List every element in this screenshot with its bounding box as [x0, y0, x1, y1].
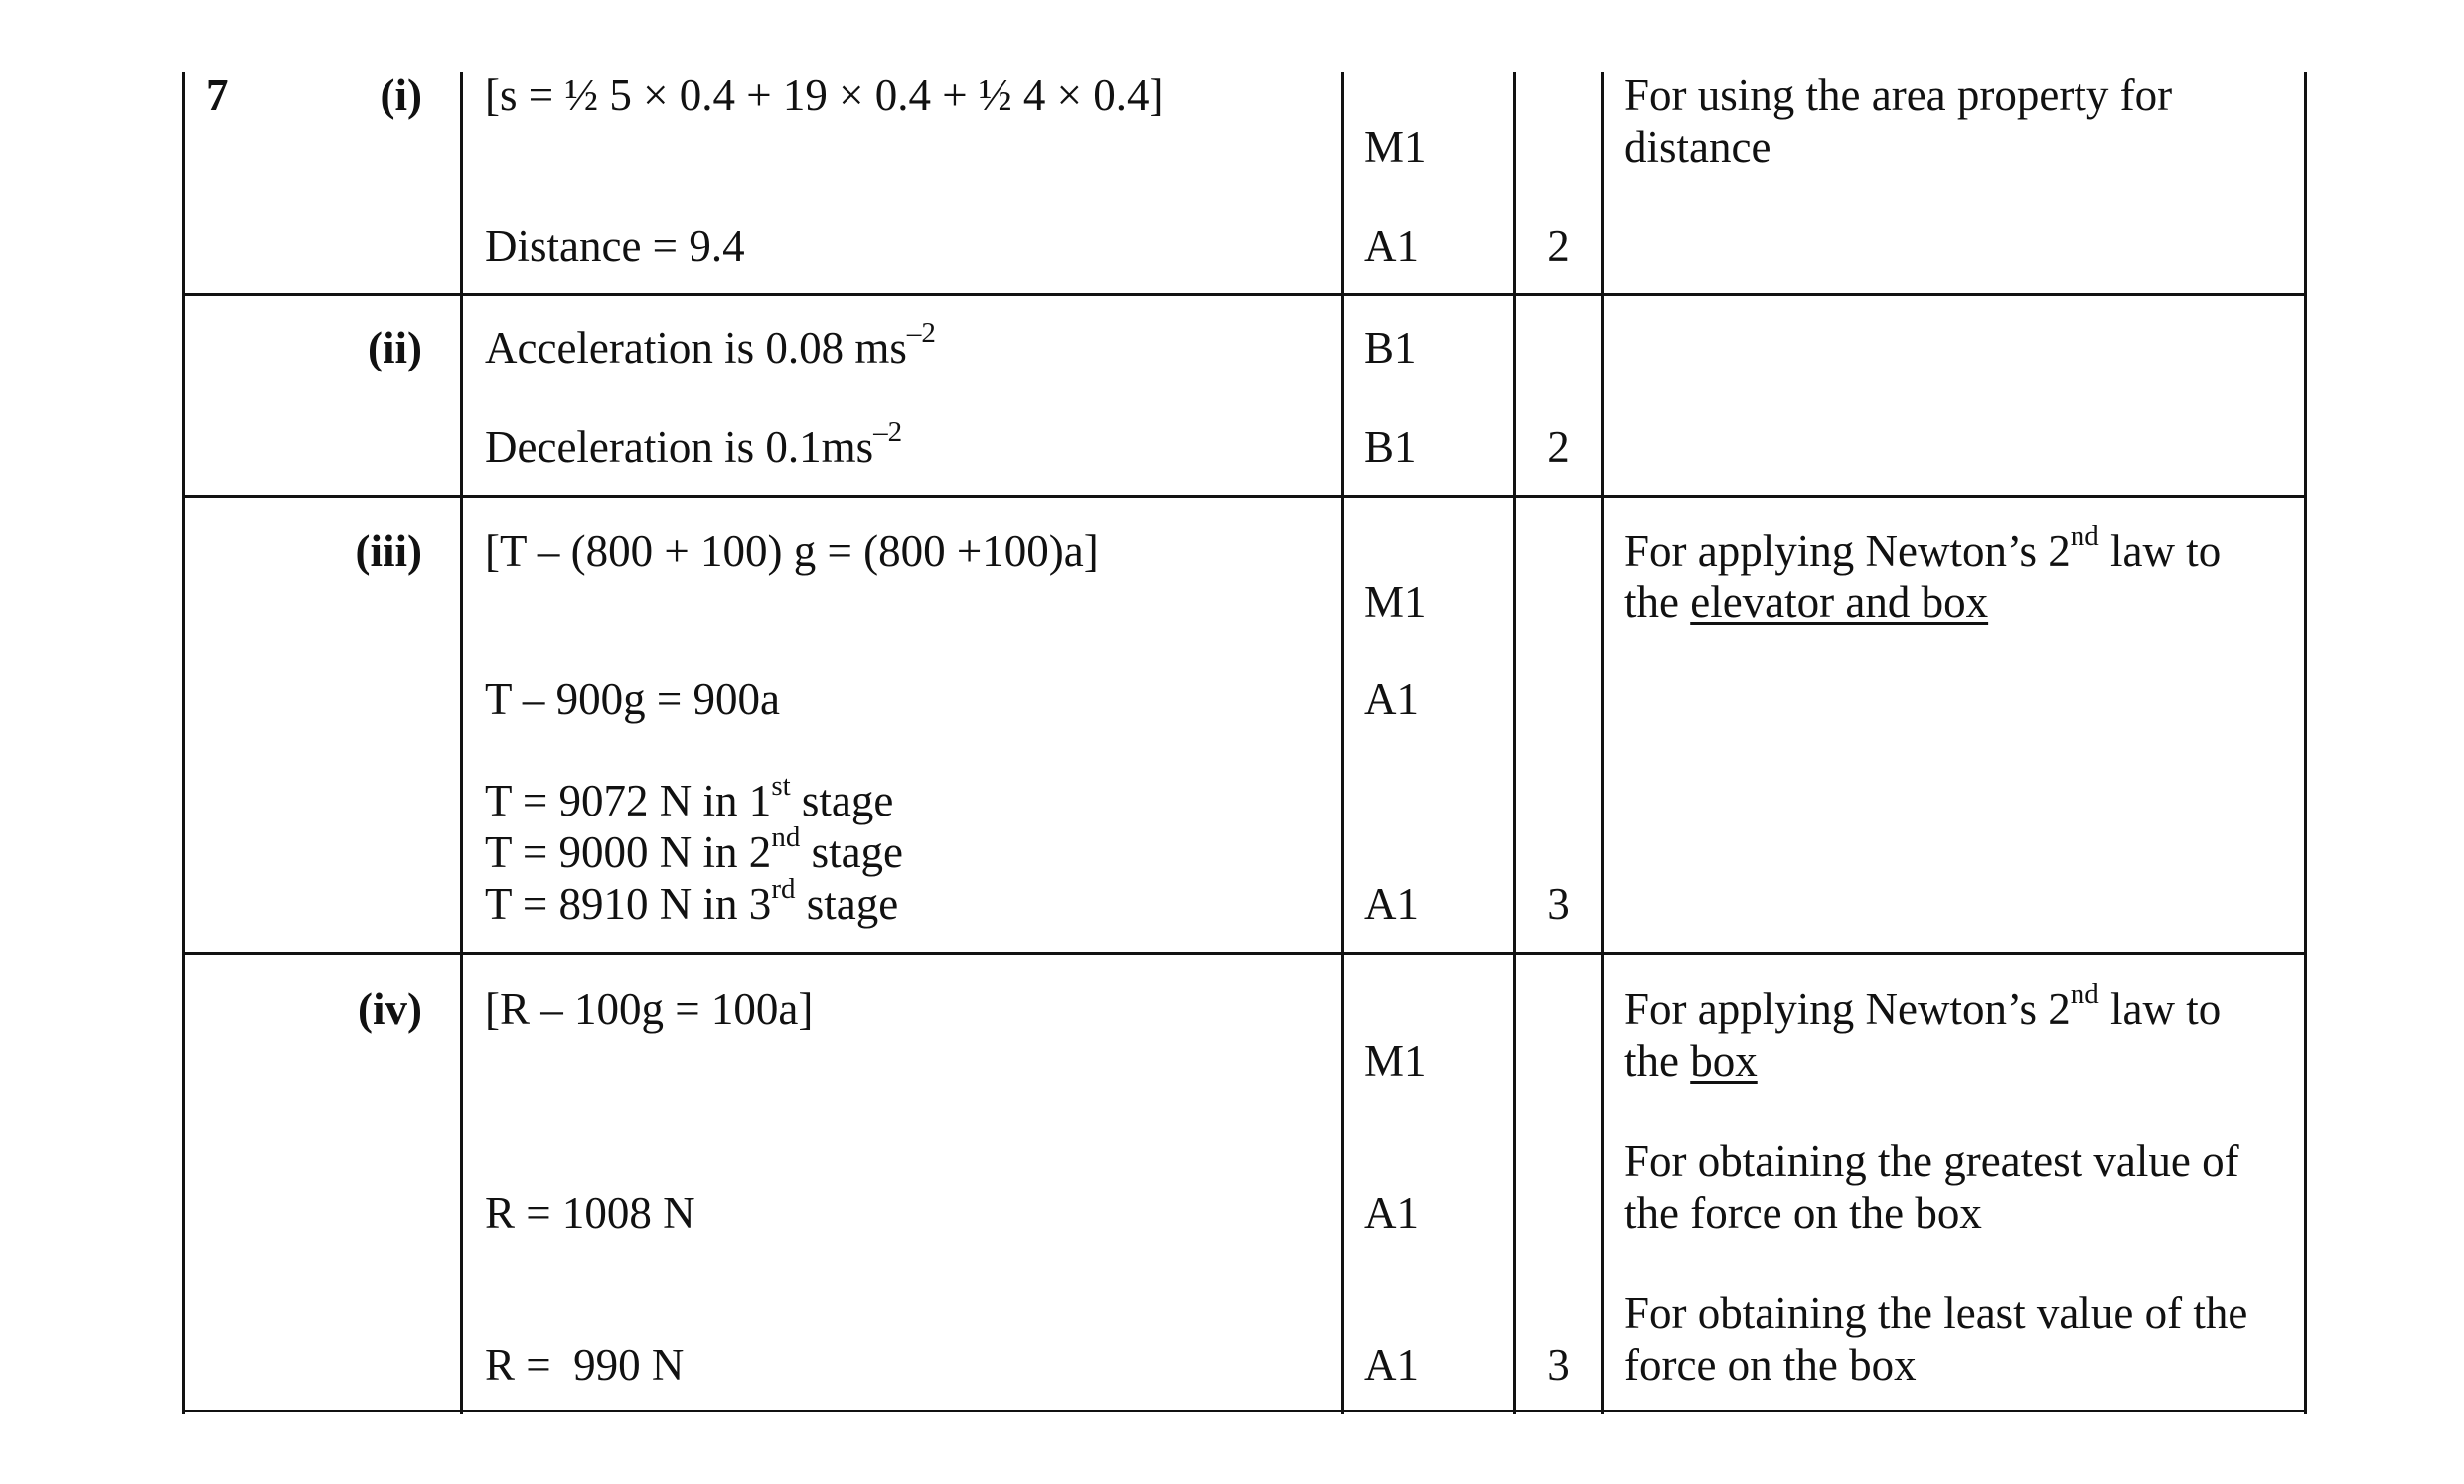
work-line: Acceleration is 0.08 $ms^{-2}$ [485, 317, 936, 372]
mark-total: 3 [1547, 1340, 1570, 1390]
mark-code: B1 [1364, 422, 1417, 472]
guidance-note: For obtaining the greatest value of [1624, 1136, 2239, 1186]
row-divider-1 [182, 293, 2307, 296]
part-label-ii: (ii) [368, 323, 422, 372]
superscript: –2 [873, 416, 903, 449]
mark-code: A1 [1364, 879, 1419, 929]
grid-line-right [2304, 72, 2307, 1414]
guidance-note: For using the area property for [1624, 71, 2173, 120]
mark-code: M1 [1364, 577, 1427, 627]
mark-code: M1 [1364, 1036, 1427, 1086]
work-line: R = 990 N [485, 1340, 685, 1390]
superscript: nd [2070, 520, 2099, 553]
work-line: [s = ½ 5 × 0.4 + 19 × 0.4 + ½ 4 × 0.4] [485, 71, 1164, 120]
mark-code: B1 [1364, 323, 1417, 372]
part-label-iv: (iv) [358, 984, 422, 1034]
superscript: nd [771, 821, 801, 854]
work-line: Deceleration is $0.1ms^{-2}$ [485, 416, 903, 472]
guidance-note: the box [1624, 1036, 1758, 1086]
stage-line: T = 8910 N in 3rd stage [485, 873, 899, 929]
work-line: R = 1008 N [485, 1188, 695, 1238]
superscript: st [771, 770, 791, 803]
mark-code: A1 [1364, 1340, 1419, 1390]
work-line: [T – (800 + 100) g = (800 +100)a] [485, 526, 1099, 576]
guidance-note: distance [1624, 122, 1771, 172]
work-line: Distance = 9.4 [485, 222, 745, 271]
mark-total: 3 [1547, 879, 1570, 929]
grid-line-total [1601, 72, 1604, 1414]
part-label-iii: (iii) [355, 526, 422, 576]
underlined-text: box [1690, 1036, 1758, 1086]
mark-code: A1 [1364, 674, 1419, 724]
question-number: 7 [206, 71, 229, 120]
row-divider-2 [182, 495, 2307, 498]
mark-total: 2 [1547, 222, 1570, 271]
guidance-note: For applying Newton’s 2nd law to [1624, 978, 2222, 1034]
mark-code: A1 [1364, 222, 1419, 271]
grid-line-left [182, 72, 185, 1414]
guidance-note: For applying Newton’s 2nd law to [1624, 520, 2222, 576]
guidance-note: For obtaining the least value of the [1624, 1288, 2248, 1338]
stage-line: T = 9000 N in 2nd stage [485, 821, 904, 877]
mark-total: 2 [1547, 422, 1570, 472]
guidance-note: force on the box [1624, 1340, 1917, 1390]
mark-code: A1 [1364, 1188, 1419, 1238]
superscript: –2 [906, 317, 936, 350]
guidance-note: the force on the box [1624, 1188, 1982, 1238]
underlined-text: elevator and box [1690, 577, 1989, 627]
grid-line-part [460, 72, 463, 1414]
work-line: [R – 100g = 100a] [485, 984, 814, 1034]
mark-code: M1 [1364, 122, 1427, 172]
part-label-i: (i) [380, 71, 422, 120]
guidance-note: the elevator and box [1624, 577, 1989, 627]
superscript: rd [771, 873, 796, 906]
table-bottom-border [182, 1410, 2307, 1412]
work-line: T – 900g = 900a [485, 674, 781, 724]
superscript: nd [2070, 978, 2099, 1011]
stage-line: T = 9072 N in 1st stage [485, 770, 894, 825]
row-divider-3 [182, 952, 2307, 955]
grid-line-work [1341, 72, 1344, 1414]
